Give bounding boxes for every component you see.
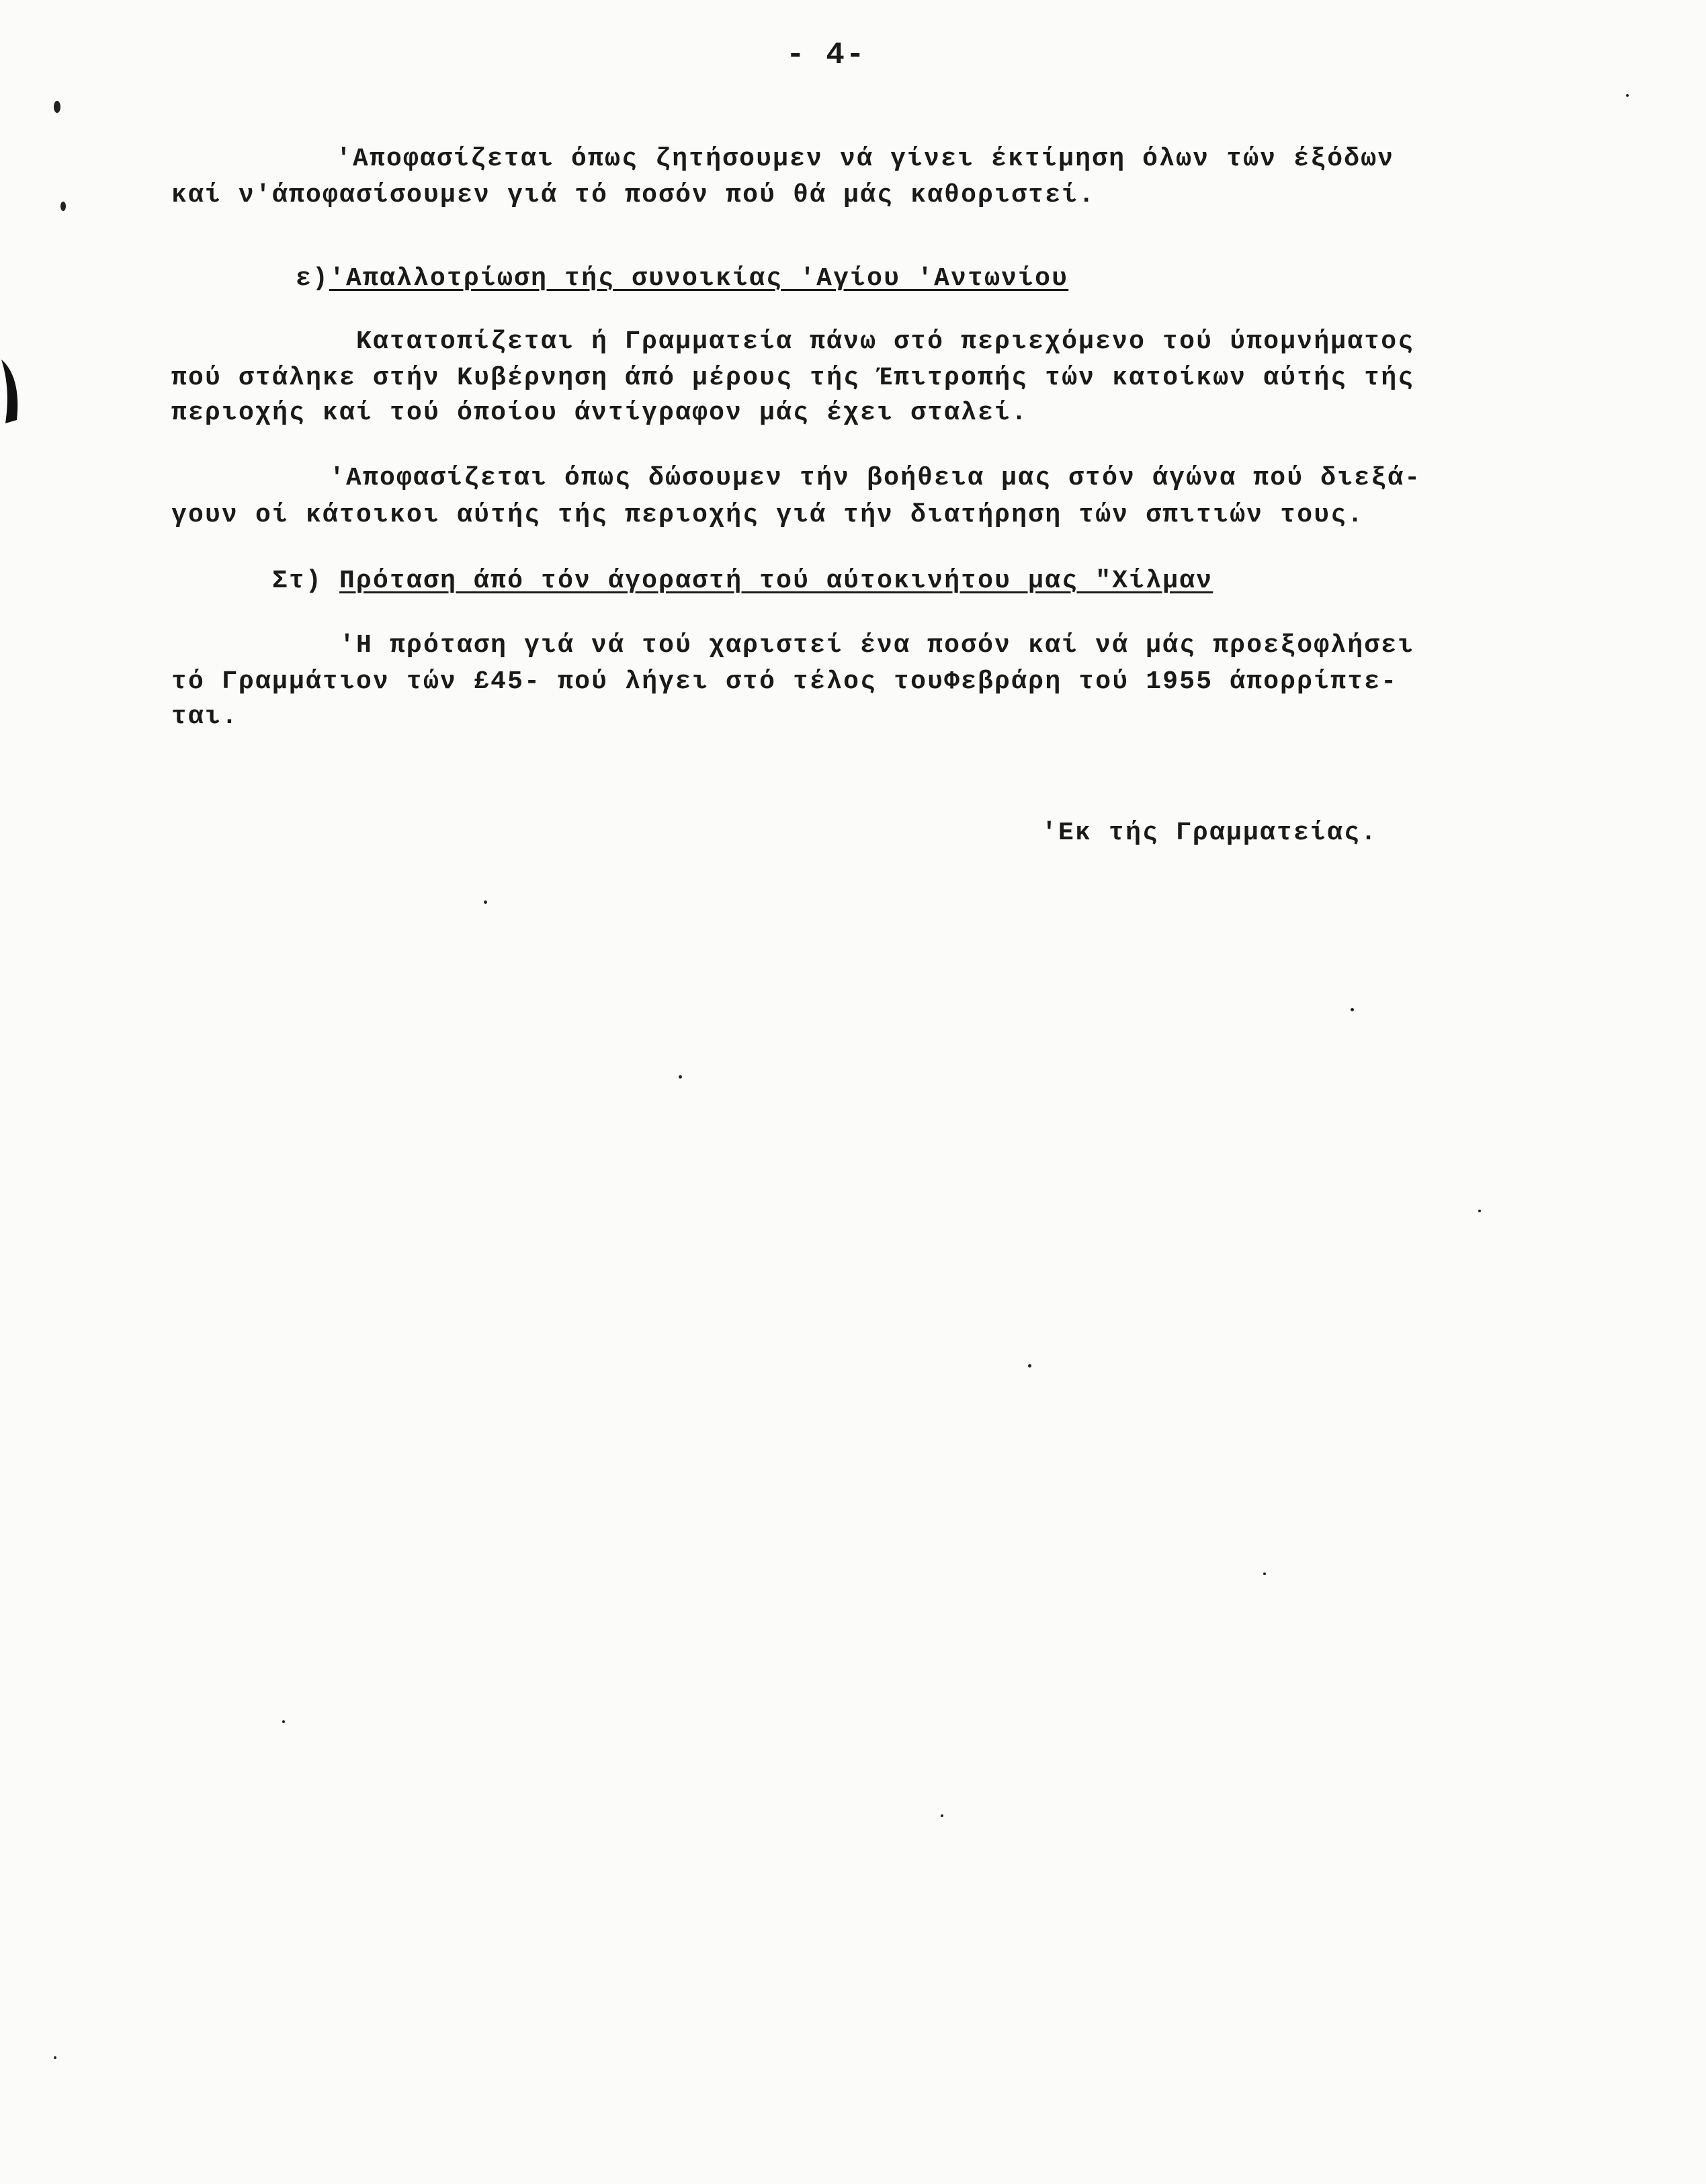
paragraph-2-line-3: περιοχής καί τού όποίου άντίγραφον μάς έχει σταλεί. (171, 398, 1029, 427)
paragraph-3-line-1: 'Αποφασίζεται όπως δώσουμεν τήν βοήθεια μας στόν άγώνα πού διεξά- (329, 464, 1422, 493)
signature: 'Εκ τής Γραμματείας. (1041, 818, 1378, 847)
section-e-title: 'Απαλλοτρίωση τής συνοικίας 'Αγίου 'Αντωνίου (329, 264, 1069, 293)
scan-speck (679, 1075, 682, 1079)
section-st-marker: Στ) (272, 566, 323, 595)
section-e-marker: ε) (296, 264, 330, 293)
paragraph-1-line-2: καί ν'άποφασίσουμεν γιά τό ποσόν πού θά μάς καθοριστεί. (171, 181, 1096, 210)
paragraph-1-line-1: 'Αποφασίζεται όπως ζητήσουμεν νά γίνει έκτίμηση όλων τών έξόδων (336, 144, 1395, 173)
scan-speck (282, 1720, 285, 1723)
page-number: - 4- (786, 38, 866, 73)
section-st-title: Πρόταση άπό τόν άγοραστή τού αύτοκινήτου μας "Χίλμαν (339, 566, 1213, 595)
paragraph-2-line-1: Κατατοπίζεται ή Γραμματεία πάνω στό περιεχόμενο τού ύπομνήματος (356, 327, 1415, 356)
paragraph-4-line-2: τό Γραμμάτιον τών £45- πού λήγει στό τέλος τουΦεβράρη τού 1955 άπορρίπτε- (171, 667, 1398, 696)
scan-speck (1351, 1008, 1354, 1011)
scan-speck (941, 1814, 943, 1817)
scan-speck (1263, 1572, 1266, 1575)
scan-speck (60, 202, 66, 211)
scan-speck (1478, 1210, 1481, 1212)
scan-edge-mark (0, 356, 27, 430)
section-e-heading (296, 264, 1068, 293)
paragraph-3-line-2: γουν οί κάτοικοι αύτής τής περιοχής γιά τήν διατήρηση τών σπιτιών τους. (171, 501, 1365, 530)
paragraph-2-line-2: πού στάληκε στήν Κυβέρνηση άπό μέρους τής Έπιτροπής τών κατοίκων αύτής τής (171, 364, 1415, 392)
paragraph-4-line-1: 'Η πρόταση γιά νά τού χαριστεί ένα ποσόν καί νά μάς προεξοφλήσει (339, 631, 1415, 660)
scan-speck (1028, 1364, 1031, 1368)
scan-speck (1626, 94, 1629, 97)
scan-speck (484, 900, 487, 904)
section-st-heading (272, 566, 1213, 595)
scan-speck (54, 101, 60, 113)
scan-speck (54, 2056, 56, 2059)
paragraph-4-line-3: ται. (171, 702, 239, 731)
